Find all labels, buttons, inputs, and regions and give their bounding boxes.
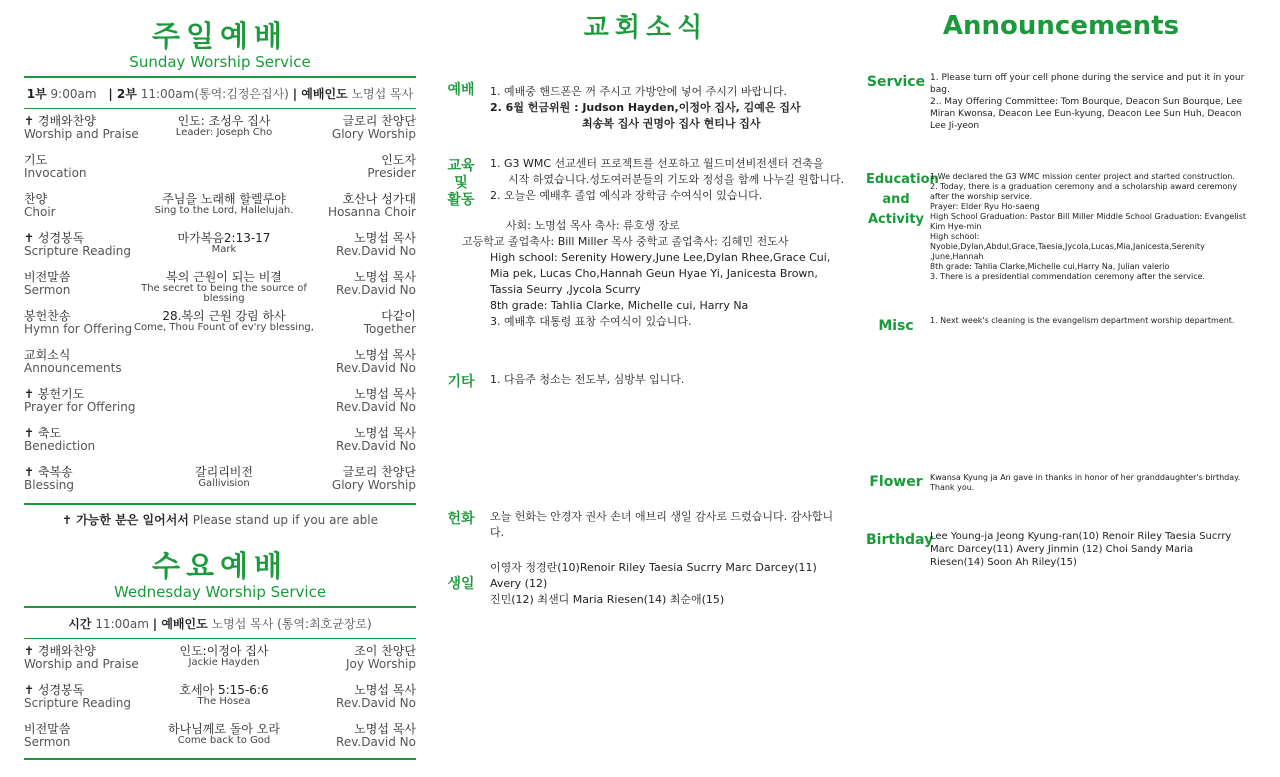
birthday-heading-en: Birthday bbox=[866, 532, 934, 548]
order-person-ko: 노명섭 목사 bbox=[354, 270, 416, 284]
order-item-en: Scripture Reading bbox=[24, 696, 131, 710]
edu-item-8: 8th grade: Tahlia Clarke, Michelle cui, Harry Na bbox=[490, 299, 749, 312]
order-person-en: Glory Worship bbox=[331, 478, 416, 492]
order-item-en: Scripture Reading bbox=[24, 244, 131, 258]
etc-body bbox=[490, 372, 845, 388]
order-item bbox=[24, 349, 174, 375]
order-person-en: Rev.David No bbox=[336, 735, 416, 749]
service-1-time: 9:00am bbox=[50, 87, 97, 101]
sunday-title-en: Sunday Worship Service bbox=[129, 53, 311, 71]
service-1-label: 1부 bbox=[26, 87, 47, 101]
wed-time-value: 11:00am bbox=[95, 617, 149, 631]
order-person-en: Rev.David No bbox=[336, 283, 416, 297]
ann-edu-3: Prayer: Elder Ryu Ho-saeng bbox=[930, 202, 1040, 211]
birthday-item-2: 진민(12) 최샌디 Maria Riesen(14) 최순애(15) bbox=[490, 593, 725, 606]
order-row bbox=[24, 187, 416, 226]
order-person-en: Rev.David No bbox=[336, 361, 416, 375]
order-person-ko: 노명섭 목사 bbox=[354, 231, 416, 245]
flower-heading-en: Flower bbox=[869, 474, 923, 490]
order-person-ko: 노명섭 목사 bbox=[354, 683, 416, 697]
edu-item-5: High school: Serenity Howery,June Lee,Dylan Rhee,Grace Cui, bbox=[490, 251, 831, 264]
education-heading-3: 활동 bbox=[447, 192, 475, 208]
service-item-2: 2.. May Offering Committee: Tom Bourque, Deacon Sun Bourque, Lee Miran Kwonsa, Deacon Lee Eun-kyung, Deacon Lee Sun Huh, Deacon Lee Ji-yeon bbox=[930, 97, 1243, 131]
news-title: 교회소식 bbox=[583, 13, 709, 43]
order-item-ko: ✝ 성경봉독 bbox=[24, 683, 85, 697]
order-item-ko: 봉헌찬송 bbox=[24, 309, 71, 323]
order-person-en: Joy Worship bbox=[345, 657, 416, 671]
order-detail-en: Sing to the Lord, Hallelujah. bbox=[154, 205, 294, 216]
order-person bbox=[276, 271, 416, 297]
order-item-ko: ✝ 축복송 bbox=[24, 465, 73, 479]
order-person bbox=[276, 684, 416, 710]
order-item-ko: ✝ 경배와찬양 bbox=[24, 644, 96, 658]
service-item-1: 1. Please turn off your cell phone during the service and put it in your bag. bbox=[930, 73, 1245, 95]
flower-body bbox=[490, 509, 845, 541]
order-detail-en: Jackie Hayden bbox=[188, 657, 260, 668]
wed-interpreter: (통역:최호균장로) bbox=[277, 617, 372, 631]
wed-leader-name: 노명섭 목사 bbox=[211, 617, 274, 631]
education-activity-heading bbox=[866, 170, 939, 230]
order-item-en: Sermon bbox=[24, 283, 71, 297]
order-detail-en: Mark bbox=[211, 244, 237, 255]
edu-item-1: 1. G3 WMC 선교센터 프로젝트를 선포하고 월드미션비전센터 건축을 bbox=[490, 157, 824, 170]
worship-heading: 예배 bbox=[447, 82, 475, 98]
order-person-en: Hosanna Choir bbox=[328, 205, 416, 219]
order-person-ko: 노명섭 목사 bbox=[354, 348, 416, 362]
edu-item-7: Tassia Seurry ,Jycola Scurry bbox=[490, 283, 641, 296]
order-item bbox=[24, 154, 174, 180]
order-item bbox=[24, 427, 174, 453]
order-person-ko: 호산나 성가대 bbox=[342, 192, 416, 206]
service-heading: Service bbox=[866, 74, 926, 90]
order-person bbox=[276, 427, 416, 453]
order-item-en: Blessing bbox=[24, 478, 75, 492]
sunday-order-list bbox=[24, 109, 416, 499]
order-person-ko: 글로리 찬양단 bbox=[342, 114, 416, 128]
order-row bbox=[24, 226, 416, 265]
order-detail-en: The Hosea bbox=[197, 696, 251, 707]
order-person-ko: 노명섭 목사 bbox=[354, 426, 416, 440]
wed-time-label: 시간 bbox=[68, 617, 92, 631]
order-row bbox=[24, 421, 416, 460]
order-detail-ko: 갈리리비전 bbox=[195, 465, 253, 479]
misc-item-1: 1. Next week's cleaning is the evangelism department worship department. bbox=[930, 316, 1235, 325]
sunday-times bbox=[24, 78, 416, 108]
order-row bbox=[24, 148, 416, 187]
order-person-en: Presider bbox=[367, 166, 416, 180]
order-person bbox=[276, 349, 416, 375]
order-detail-ko: 인도:이정아 집사 bbox=[179, 644, 269, 658]
order-item-en: Hymn for Offering bbox=[24, 322, 133, 336]
order-person-en: Rev.David No bbox=[336, 439, 416, 453]
ann-edu-4: High School Graduation: Pastor Bill Miller Middle School Graduation: Evangelist Kim Hye-min bbox=[930, 212, 1247, 231]
order-row bbox=[24, 343, 416, 382]
edu-item-6: Mia pek, Lucas Cho,Hannah Geun Hyae Yi, Janicesta Brown, bbox=[490, 267, 818, 280]
announcements-title: Announcements bbox=[942, 11, 1180, 41]
flower-body-en bbox=[930, 473, 1250, 493]
leader-label: | 예배인도 bbox=[292, 87, 348, 101]
order-item-en: Sermon bbox=[24, 735, 71, 749]
wednesday-times bbox=[24, 608, 416, 638]
birthday-item-1: 이영자 정경란(10)Renoir Riley Taesia Sucrry Marc Darcey(11) Avery (12) bbox=[490, 561, 817, 590]
stand-note-en: Please stand up if you are able bbox=[192, 513, 379, 527]
order-person bbox=[276, 388, 416, 414]
order-person-ko: 다같이 bbox=[381, 309, 416, 323]
order-person-en: Rev.David No bbox=[336, 400, 416, 414]
misc-heading: Misc bbox=[878, 318, 914, 334]
edu-item-4: 고등학교 졸업축사: Bill Miller 목사 중학교 졸업축사: 김혜민 전도사 bbox=[462, 235, 789, 248]
order-item-ko: 교회소식 bbox=[24, 348, 71, 362]
service-body bbox=[930, 72, 1250, 132]
order-item-en: Worship and Praise bbox=[24, 127, 139, 141]
order-item-en: Prayer for Offering bbox=[24, 400, 136, 414]
ann-edu-6: Nyobie,Dylan,Abdul,Grace,Taesia,Jycola,Lucas,Mia,Janicesta,Serenity ,June,Hannah bbox=[930, 242, 1205, 261]
order-item-ko: ✝ 봉헌기도 bbox=[24, 387, 85, 401]
order-detail-en: Come, Thou Fount of ev'ry blessing, bbox=[134, 322, 314, 333]
order-row bbox=[24, 678, 416, 717]
edu-item-9: 3. 예배후 대통령 표창 수여식이 있습니다. bbox=[490, 315, 692, 328]
wednesday-order-list bbox=[24, 639, 416, 756]
edu-item-3: 사회: 노명섭 목사 축사: 류호생 장로 bbox=[506, 219, 680, 232]
order-detail-ko: 인도: 조성우 집사 bbox=[177, 114, 271, 128]
order-row bbox=[24, 304, 416, 343]
order-person bbox=[276, 645, 416, 671]
order-person-ko: 글로리 찬양단 bbox=[342, 465, 416, 479]
order-detail-ko: 28.복의 근원 강림 하사 bbox=[162, 309, 286, 323]
order-detail-en: Gallivision bbox=[198, 478, 250, 489]
worship-order-column bbox=[24, 0, 416, 760]
order-person-en: Glory Worship bbox=[331, 127, 416, 141]
education-heading-2: 및 bbox=[454, 175, 468, 191]
sunday-title-ko: 주일예배 bbox=[151, 19, 289, 53]
ann-edu-5: High school: bbox=[930, 232, 980, 241]
order-row bbox=[24, 639, 416, 678]
order-item-en: Benediction bbox=[24, 439, 96, 453]
order-item-ko: ✝ 성경봉독 bbox=[24, 231, 85, 245]
wed-leader-label: | 예배인도 bbox=[152, 617, 208, 631]
order-item-ko: ✝ 경배와찬양 bbox=[24, 114, 96, 128]
order-detail-en: Come back to God bbox=[177, 735, 271, 746]
order-item bbox=[24, 388, 174, 414]
order-detail-en: The secret to being the source of blessing bbox=[141, 283, 307, 304]
education-body bbox=[462, 156, 845, 330]
worship-item-2: 2. 6월 헌금위원 : Judson Hayden,이정아 집사, 김예은 집사 bbox=[490, 101, 801, 114]
order-item-ko: 찬양 bbox=[24, 192, 48, 206]
order-row bbox=[24, 460, 416, 499]
order-item-ko: 기도 bbox=[24, 153, 48, 167]
order-detail-ko: 복의 근원이 되는 비결 bbox=[166, 270, 282, 284]
order-row bbox=[24, 717, 416, 756]
edu-heading-2: and bbox=[882, 192, 910, 207]
order-person bbox=[276, 310, 416, 336]
order-person bbox=[276, 115, 416, 141]
education-activity-body bbox=[930, 172, 1250, 282]
divider bbox=[24, 758, 416, 760]
worship-body bbox=[490, 84, 845, 132]
order-person-ko: 인도자 bbox=[381, 153, 416, 167]
order-person-en: Rev.David No bbox=[336, 696, 416, 710]
order-row bbox=[24, 109, 416, 148]
order-row bbox=[24, 265, 416, 304]
order-person bbox=[276, 193, 416, 219]
order-person-en: Together bbox=[363, 322, 416, 336]
edu-item-2: 2. 오늘은 예배후 졸업 예식과 장학금 수여식이 있습니다. bbox=[490, 189, 763, 202]
flower-en-item-1: Kwansa Kyung ja An gave in thanks in honor of her granddaughter's birthday. Thank you. bbox=[930, 473, 1241, 492]
edu-item-1b: 시작 하였습니다.성도여러분들의 기도와 정성을 함께 나누길 원합니다. bbox=[508, 173, 845, 186]
edu-heading-3: Activity bbox=[867, 212, 925, 227]
flower-heading: 헌화 bbox=[447, 511, 475, 527]
flower-item-1: 오늘 헌화는 안경자 권사 손녀 애브리 생일 감사로 드렸습니다. 감사합니다. bbox=[490, 510, 834, 539]
order-item-en: Invocation bbox=[24, 166, 87, 180]
ann-edu-1: 1.We declared the G3 WMC mission center project and started construction. bbox=[930, 172, 1235, 181]
birthday-heading: 생일 bbox=[447, 576, 475, 592]
wednesday-title-ko: 수요예배 bbox=[151, 549, 289, 583]
order-item-ko: 비전말씀 bbox=[24, 722, 71, 736]
education-heading bbox=[446, 158, 476, 209]
order-person-ko: 노명섭 목사 bbox=[354, 722, 416, 736]
education-heading-1: 교육 bbox=[447, 158, 475, 174]
order-detail-ko: 주님을 노래해 할렐루야 bbox=[162, 192, 286, 206]
order-detail-ko: 호세아 5:15-6:6 bbox=[179, 683, 269, 697]
etc-heading: 기타 bbox=[447, 374, 475, 390]
ann-edu-2: 2. Today, there is a graduation ceremony and a scholarship award ceremony after the worship service. bbox=[930, 182, 1238, 201]
order-person bbox=[276, 154, 416, 180]
birthday-body-en bbox=[930, 530, 1250, 569]
order-item-en: Worship and Praise bbox=[24, 657, 139, 671]
edu-heading-1: Education bbox=[866, 172, 939, 187]
order-item-en: Announcements bbox=[24, 361, 122, 375]
order-item-en: Choir bbox=[24, 205, 56, 219]
order-detail-ko: 마가복음2:13-17 bbox=[177, 231, 271, 245]
misc-body bbox=[930, 316, 1250, 326]
order-person bbox=[276, 232, 416, 258]
order-person bbox=[276, 723, 416, 749]
order-detail-en: Leader: Joseph Cho bbox=[175, 127, 273, 138]
worship-item-2b: 최송복 집사 권명아 집사 현티나 집사 bbox=[582, 117, 761, 130]
birthday-body bbox=[490, 560, 845, 608]
order-person-en: Rev.David No bbox=[336, 244, 416, 258]
order-person-ko: 조이 찬양단 bbox=[354, 644, 416, 658]
order-detail-ko: 하나님께로 돌아 오라 bbox=[168, 722, 280, 736]
etc-item-1: 1. 다음주 청소는 전도부, 심방부 입니다. bbox=[490, 373, 685, 386]
order-item-ko: ✝ 축도 bbox=[24, 426, 62, 440]
order-item-ko: 비전말씀 bbox=[24, 270, 71, 284]
service-2-time: 11:00am(통역:김정은집사) bbox=[140, 87, 289, 101]
ann-edu-8: 3. There is a presidential commendation ceremony after the service. bbox=[930, 272, 1206, 281]
worship-item-1: 1. 예배중 핸드폰은 꺼 주시고 가방안에 넣어 주시기 바랍니다. bbox=[490, 85, 787, 98]
order-person-ko: 노명섭 목사 bbox=[354, 387, 416, 401]
ann-edu-7: 8th grade: Tahlia Clarke,Michelle cui,Harry Na, Julian valerio bbox=[930, 262, 1170, 271]
order-person bbox=[276, 466, 416, 492]
stand-note-ko: ✝ 가능한 분은 일어서서 bbox=[61, 513, 189, 527]
order-row bbox=[24, 382, 416, 421]
service-2-label: | 2부 bbox=[108, 87, 137, 101]
birthday-en-item-1: Lee Young-ja Jeong Kyung-ran(10) Renoir Riley Taesia Sucrry Marc Darcey(11) Avery Jinmin (12) Choi Sandy Maria Riesen(14) Soon Ah Riley(15) bbox=[930, 531, 1232, 568]
leader-name: 노명섭 목사 bbox=[351, 87, 414, 101]
wednesday-title-en: Wednesday Worship Service bbox=[113, 583, 327, 601]
stand-note bbox=[24, 505, 416, 534]
